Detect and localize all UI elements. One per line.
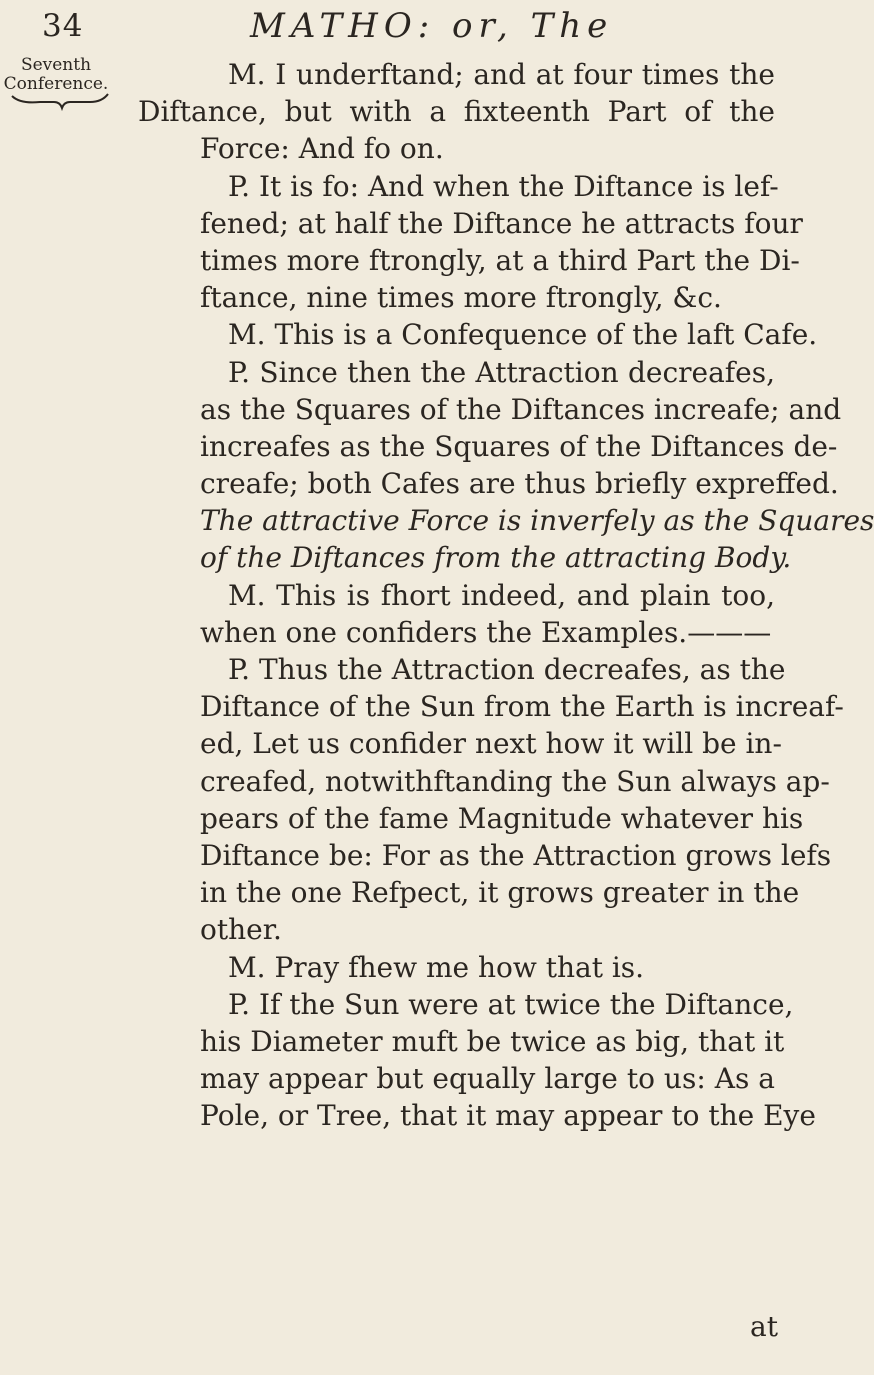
text-line: The attractive Force is inverfely as the Squares — [200, 504, 874, 538]
text-line: of the Diftances from the attracting Body. — [200, 541, 792, 575]
text-line: ftance, nine times more ftrongly, &c. — [200, 281, 722, 315]
text-line: Diftance of the Sun from the Earth is increaf- — [200, 690, 844, 724]
text-line: ed, Let us confider next how it will be in- — [200, 727, 782, 761]
text-line: P. Thus the Attraction decreafes, as the — [228, 653, 786, 686]
margin-note-line-2: Conference. — [3, 74, 109, 94]
margin-note-line-1: Seventh — [20, 55, 92, 75]
text-line: Diftance be: For as the Attraction grows lefs — [200, 838, 832, 872]
text-line: Diftance, but with a fixteenth Part of the — [138, 95, 775, 129]
text-line: fened; at half the Diftance he attracts four — [200, 206, 803, 240]
text-line: pears of the fame Magnitude whatever his — [200, 801, 804, 835]
text-line: in the one Refpect, it grows greater in the — [200, 876, 800, 910]
text-line: M. This is a Confequence of the laft Cafe. — [228, 318, 818, 352]
body-text — [138, 56, 874, 1134]
running-title: MATHO: or, The — [250, 6, 614, 46]
text-line: creafe; both Cafes are thus briefly expreffed. — [200, 467, 839, 501]
catchword: at — [750, 1310, 778, 1343]
text-line: increafes as the Squares of the Diftances de- — [200, 429, 838, 463]
text-line: may appear but equally large to us: As a — [200, 1062, 775, 1096]
page-number: 34 — [42, 8, 84, 44]
text-line: times more ftrongly, at a third Part the Di- — [200, 243, 800, 277]
text-line: P. Since then the Attraction decreafes, — [228, 355, 775, 389]
text-line: his Diameter muft be twice as big, that it — [200, 1024, 785, 1058]
text-line: M. This is fhort indeed, and plain too, — [228, 578, 775, 612]
text-line: Force: And fo on. — [200, 132, 444, 166]
margin-note — [0, 56, 112, 94]
margin-brace-icon — [10, 92, 110, 110]
page-header — [0, 6, 800, 50]
text-line: when one confiders the Examples.——— — [200, 615, 772, 649]
text-line: M. Pray fhew me how that is. — [228, 950, 645, 984]
text-line: as the Squares of the Diftances increafe; and — [200, 392, 842, 426]
text-line: M. I underftand; and at four times the — [228, 58, 775, 91]
text-line: P. It is fo: And when the Diftance is lef- — [228, 169, 779, 203]
text-line: creafed, notwithftanding the Sun always ap- — [200, 764, 830, 798]
text-line: P. If the Sun were at twice the Diftance, — [228, 987, 794, 1021]
text-line: other. — [200, 913, 282, 947]
text-line: Pole, or Tree, that it may appear to the Eye — [200, 1099, 816, 1133]
